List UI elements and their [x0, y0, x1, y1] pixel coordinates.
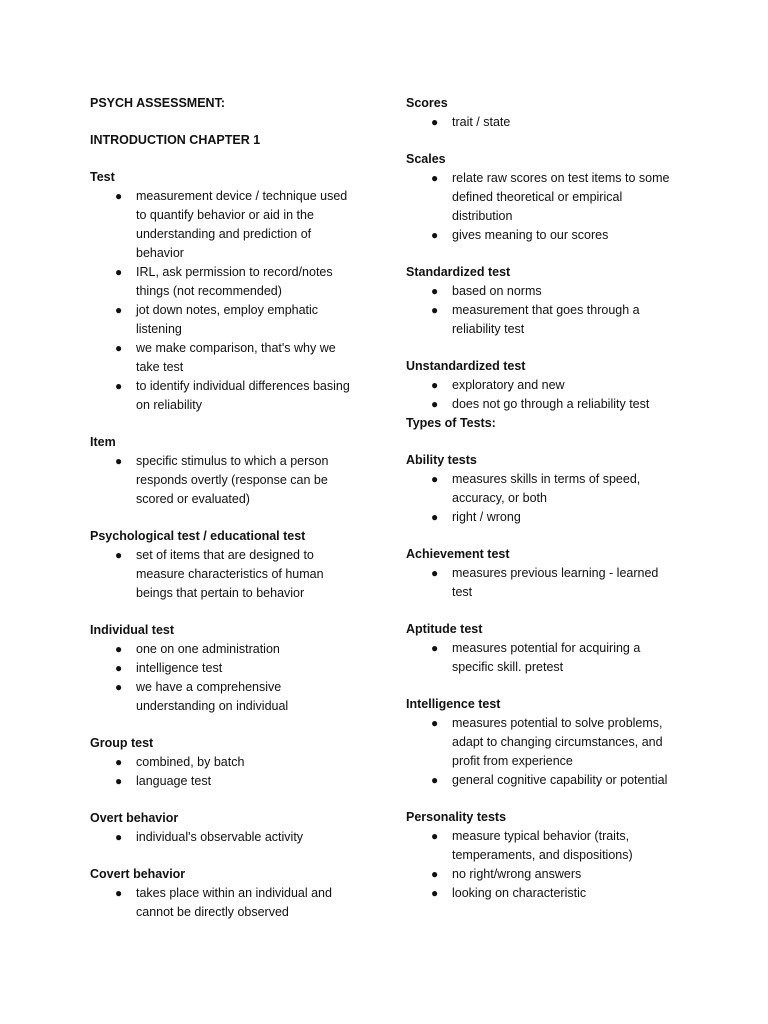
- bullet-item: [406, 771, 696, 790]
- bullet-text: profit from experience: [452, 754, 573, 768]
- bullet-item: [90, 659, 365, 678]
- bullet-text: test: [452, 585, 473, 599]
- bullet-icon: ●: [115, 886, 123, 900]
- right-column: [406, 94, 696, 903]
- bullet-icon: ●: [431, 829, 439, 843]
- bullet-icon: ●: [115, 774, 123, 788]
- bullet-list: [90, 828, 365, 847]
- bullet-text: distribution: [452, 209, 513, 223]
- bullet-list: [90, 753, 365, 791]
- bullet-item: [406, 827, 696, 865]
- bullet-item: [406, 226, 696, 245]
- section-heading-standardized-test: Standardized test: [406, 265, 511, 279]
- bullet-list: [406, 827, 696, 903]
- bullet-text: specific skill. pretest: [452, 660, 564, 674]
- bullet-icon: ●: [115, 642, 123, 656]
- bullet-icon: ●: [115, 454, 123, 468]
- bullet-text: accuracy, or both: [452, 491, 547, 505]
- bullet-icon: ●: [431, 566, 439, 580]
- bullet-icon: ●: [431, 867, 439, 881]
- bullet-list: [406, 639, 696, 677]
- bullet-icon: ●: [431, 303, 439, 317]
- bullet-icon: ●: [431, 397, 439, 411]
- bullet-text: adapt to changing circumstances, and: [452, 735, 663, 749]
- bullet-item: [90, 884, 365, 922]
- bullet-text: to identify individual differences basing: [136, 379, 350, 393]
- bullet-text: right / wrong: [452, 510, 521, 524]
- bullet-icon: ●: [115, 548, 123, 562]
- bullet-text: language test: [136, 774, 212, 788]
- bullet-text: intelligence test: [136, 661, 223, 675]
- bullet-item: [406, 395, 696, 414]
- bullet-text: we have a comprehensive: [136, 680, 282, 694]
- bullet-list: [406, 470, 696, 527]
- section-heading-personality-tests: Personality tests: [406, 810, 507, 824]
- bullet-list: [90, 187, 365, 415]
- bullet-text: based on norms: [452, 284, 542, 298]
- bullet-text: behavior: [136, 246, 184, 260]
- bullet-item: [90, 678, 365, 716]
- bullet-item: [406, 169, 696, 226]
- bullet-list: [406, 376, 696, 414]
- bullet-text: measure characteristics of human: [136, 567, 324, 581]
- bullet-icon: ●: [431, 510, 439, 524]
- bullet-item: [90, 187, 365, 263]
- section-heading-intelligence-test: Intelligence test: [406, 697, 501, 711]
- section-heading-overt-behavior: Overt behavior: [90, 811, 179, 825]
- section-heading-unstandardized-test: Unstandardized test: [406, 359, 526, 373]
- section-heading-ability-tests: Ability tests: [406, 453, 477, 467]
- bullet-text: things (not recommended): [136, 284, 282, 298]
- bullet-text: responds overtly (response can be: [136, 473, 328, 487]
- bullet-text: individual's observable activity: [136, 830, 304, 844]
- bullet-icon: ●: [115, 189, 123, 203]
- bullet-text: takes place within an individual and: [136, 886, 332, 900]
- bullet-item: [406, 714, 696, 771]
- bullet-icon: ●: [115, 265, 123, 279]
- bullet-text: relate raw scores on test items to some: [452, 171, 670, 185]
- bullet-text: measures potential to solve problems,: [452, 716, 663, 730]
- section-heading-item: Item: [90, 435, 116, 449]
- bullet-item: [90, 377, 365, 415]
- bullet-text: measurement that goes through a: [452, 303, 640, 317]
- bullet-text: beings that pertain to behavior: [136, 586, 305, 600]
- bullet-text: reliability test: [452, 322, 525, 336]
- bullet-list: [90, 640, 365, 716]
- bullet-list: [406, 282, 696, 339]
- bullet-list: [90, 884, 365, 922]
- bullet-text: we make comparison, that's why we: [136, 341, 336, 355]
- bullet-text: IRL, ask permission to record/notes: [136, 265, 333, 279]
- bullet-item: [90, 546, 365, 603]
- bullet-item: [406, 508, 696, 527]
- bullet-text: does not go through a reliability test: [452, 397, 650, 411]
- bullet-item: [406, 376, 696, 395]
- section-heading-achievement-test: Achievement test: [406, 547, 510, 561]
- bullet-text: defined theoretical or empirical: [452, 190, 623, 204]
- bullet-text: gives meaning to our scores: [452, 228, 609, 242]
- bullet-text: measure typical behavior (traits,: [452, 829, 630, 843]
- bullet-item: [90, 753, 365, 772]
- bullet-icon: ●: [431, 115, 439, 129]
- bullet-icon: ●: [431, 716, 439, 730]
- bullet-text: trait / state: [452, 115, 511, 129]
- bullet-text: take test: [136, 360, 184, 374]
- section-heading-types-of-tests: Types of Tests:: [406, 416, 496, 430]
- bullet-list: [406, 714, 696, 790]
- bullet-item: [90, 772, 365, 791]
- section-heading-covert-behavior: Covert behavior: [90, 867, 186, 881]
- bullet-text: general cognitive capability or potential: [452, 773, 668, 787]
- bullet-item: [90, 339, 365, 377]
- bullet-text: understanding and prediction of: [136, 227, 312, 241]
- bullet-text: jot down notes, employ emphatic: [136, 303, 319, 317]
- section-heading-scales: Scales: [406, 152, 446, 166]
- bullet-text: looking on characteristic: [452, 886, 587, 900]
- bullet-text: to quantify behavior or aid in the: [136, 208, 314, 222]
- bullet-item: [406, 639, 696, 677]
- section-heading-test: Test: [90, 170, 115, 184]
- bullet-text: measures previous learning - learned: [452, 566, 659, 580]
- section-heading-scores: Scores: [406, 96, 448, 110]
- bullet-icon: ●: [431, 378, 439, 392]
- section-heading-group-test: Group test: [90, 736, 154, 750]
- bullet-icon: ●: [115, 661, 123, 675]
- bullet-icon: ●: [115, 303, 123, 317]
- section-heading-psych-assessment: PSYCH ASSESSMENT:: [90, 96, 225, 110]
- left-column: [90, 94, 365, 922]
- bullet-text: specific stimulus to which a person: [136, 454, 329, 468]
- bullet-text: listening: [136, 322, 182, 336]
- bullet-icon: ●: [115, 680, 123, 694]
- bullet-list: [406, 113, 696, 132]
- bullet-text: measures skills in terms of speed,: [452, 472, 641, 486]
- bullet-text: temperaments, and dispositions): [452, 848, 633, 862]
- bullet-text: measures potential for acquiring a: [452, 641, 641, 655]
- bullet-icon: ●: [431, 472, 439, 486]
- bullet-item: [90, 640, 365, 659]
- bullet-icon: ●: [115, 755, 123, 769]
- bullet-item: [406, 113, 696, 132]
- section-heading-introduction-chapter-1: INTRODUCTION CHAPTER 1: [90, 133, 261, 147]
- bullet-icon: ●: [431, 228, 439, 242]
- bullet-list: [90, 452, 365, 509]
- bullet-list: [406, 169, 696, 245]
- bullet-icon: ●: [431, 886, 439, 900]
- bullet-text: no right/wrong answers: [452, 867, 582, 881]
- bullet-icon: ●: [431, 171, 439, 185]
- bullet-item: [406, 564, 696, 602]
- bullet-icon: ●: [115, 379, 123, 393]
- section-heading-aptitude-test: Aptitude test: [406, 622, 483, 636]
- bullet-text: combined, by batch: [136, 755, 245, 769]
- bullet-list: [406, 564, 696, 602]
- bullet-text: on reliability: [136, 398, 203, 412]
- bullet-item: [90, 263, 365, 301]
- bullet-item: [406, 301, 696, 339]
- bullet-text: exploratory and new: [452, 378, 565, 392]
- bullet-icon: ●: [115, 341, 123, 355]
- section-heading-individual-test: Individual test: [90, 623, 175, 637]
- bullet-text: understanding on individual: [136, 699, 289, 713]
- bullet-text: measurement device / technique used: [136, 189, 348, 203]
- bullet-icon: ●: [115, 830, 123, 844]
- bullet-list: [90, 546, 365, 603]
- bullet-item: [406, 470, 696, 508]
- bullet-item: [90, 828, 365, 847]
- section-heading-psychological-test-educational-test: Psychological test / educational test: [90, 529, 306, 543]
- bullet-item: [406, 865, 696, 884]
- bullet-text: scored or evaluated): [136, 492, 250, 506]
- bullet-item: [90, 452, 365, 509]
- bullet-text: cannot be directly observed: [136, 905, 289, 919]
- bullet-item: [90, 301, 365, 339]
- bullet-icon: ●: [431, 773, 439, 787]
- bullet-icon: ●: [431, 641, 439, 655]
- bullet-item: [406, 282, 696, 301]
- bullet-icon: ●: [431, 284, 439, 298]
- bullet-text: one on one administration: [136, 642, 280, 656]
- bullet-item: [406, 884, 696, 903]
- bullet-text: set of items that are designed to: [136, 548, 314, 562]
